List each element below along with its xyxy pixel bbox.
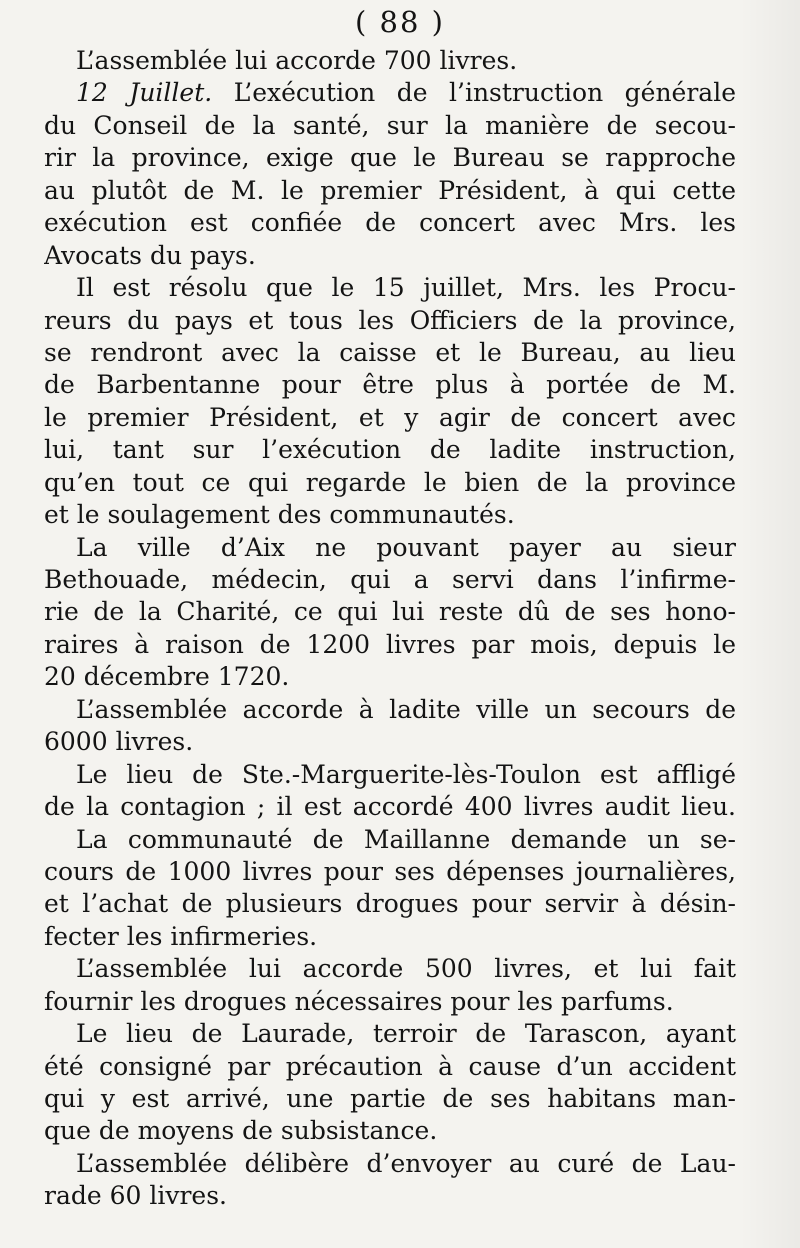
line-text: 20 décembre 1720. (44, 662, 290, 692)
text-line (44, 499, 736, 531)
text-line (44, 532, 736, 564)
line-text: Il est résolu que le 15 juillet, Mrs. les Procu- (76, 273, 736, 303)
line-text: L’assemblée accorde à ladite ville un secours de (76, 694, 736, 724)
text-line (44, 369, 736, 401)
text-line (44, 207, 736, 239)
text-line (44, 888, 736, 920)
line-text: que de moyens de subsistance. (44, 1116, 438, 1146)
text-line (44, 272, 736, 304)
line-text: rir la province, exige que le Bureau se rapproche (44, 143, 736, 173)
line-text: Bethouade, médecin, qui a servi dans l’infirme- (44, 565, 736, 594)
text-line (44, 1115, 736, 1147)
line-text: Avocats du pays. (44, 240, 256, 270)
line-text: été consigné par précaution à cause d’un accident (44, 1051, 736, 1081)
line-text: L’assemblée lui accorde 700 livres. (76, 46, 518, 75)
text-line (44, 953, 736, 985)
line-text: La communauté de Maillanne demande un se- (76, 824, 736, 854)
text-line (44, 305, 736, 337)
line-text: 6000 livres. (44, 727, 194, 757)
line-text: qu’en tout ce qui regarde le bien de la province (44, 467, 736, 497)
line-text: Le lieu de Laurade, terroir de Tarascon, ayant (76, 1019, 736, 1049)
line-text: L’assemblée délibère d’envoyer au curé de Lau- (76, 1148, 736, 1178)
text-line (44, 1083, 736, 1115)
line-text: reurs du pays et tous les Officiers de la province, (44, 305, 736, 335)
body-text (44, 45, 736, 1213)
date-label: 12 Juillet. (76, 78, 213, 108)
page-edge-shading (740, 0, 800, 1248)
text-line (44, 726, 736, 758)
line-text: fecter les infirmeries. (44, 921, 318, 951)
line-text: de la contagion ; il est accordé 400 livres audit lieu. (44, 792, 736, 822)
text-line (44, 240, 736, 272)
page-number: ( 88 ) (355, 5, 445, 39)
line-text: L’assemblée lui accorde 500 livres, et lui fait (76, 954, 736, 984)
text-line (44, 564, 736, 596)
text-line (44, 824, 736, 856)
line-text: et le soulagement des communautés. (44, 500, 515, 530)
text-line (44, 661, 736, 693)
line-text: au plutôt de M. le premier Président, à qui cette (44, 175, 736, 205)
text-line (44, 142, 736, 174)
text-line (44, 694, 736, 726)
line-text: qui y est arrivé, une partie de ses habitans man- (44, 1084, 736, 1113)
text-line (44, 45, 736, 77)
line-text: fournir les drogues nécessaires pour les parfums. (44, 986, 674, 1016)
text-line (44, 856, 736, 888)
text-line (44, 596, 736, 628)
text-line (44, 434, 736, 466)
text-line (44, 759, 736, 791)
text-line (44, 1148, 736, 1180)
line-text: exécution est confiée de concert avec Mrs. les (44, 208, 736, 238)
text-line (44, 791, 736, 823)
line-text: du Conseil de la santé, sur la manière de secou- (44, 110, 736, 140)
line-text: se rendront avec la caisse et le Bureau, au lieu (44, 337, 736, 367)
text-line (44, 1180, 736, 1212)
line-text: de Barbentanne pour être plus à portée de M. (44, 370, 736, 400)
line-text: lui, tant sur l’exécution de ladite instruction, (44, 435, 736, 465)
text-line (44, 921, 736, 953)
line-text: Le lieu de Ste.-Marguerite-lès-Toulon est affligé (76, 759, 736, 789)
text-line (44, 337, 736, 369)
text-line (44, 175, 736, 207)
text-line (44, 629, 736, 661)
line-text: raires à raison de 1200 livres par mois, depuis le (44, 629, 736, 659)
text-line (44, 402, 736, 434)
line-text: L’exécution de l’instruction générale (212, 78, 736, 108)
line-text: rie de la Charité, ce qui lui reste dû de ses hono- (44, 597, 736, 627)
text-line (44, 110, 736, 142)
line-text: rade 60 livres. (44, 1181, 227, 1211)
text-line (44, 77, 736, 109)
text-line (44, 986, 736, 1018)
text-line (44, 467, 736, 499)
text-line (44, 1051, 736, 1083)
line-text: La ville d’Aix ne pouvant payer au sieur (76, 532, 736, 562)
line-text: le premier Président, et y agir de concert avec (44, 402, 736, 432)
line-text: cours de 1000 livres pour ses dépenses journalières, (44, 856, 736, 886)
line-text: et l’achat de plusieurs drogues pour servir à désin- (44, 889, 736, 919)
text-line (44, 1018, 736, 1050)
